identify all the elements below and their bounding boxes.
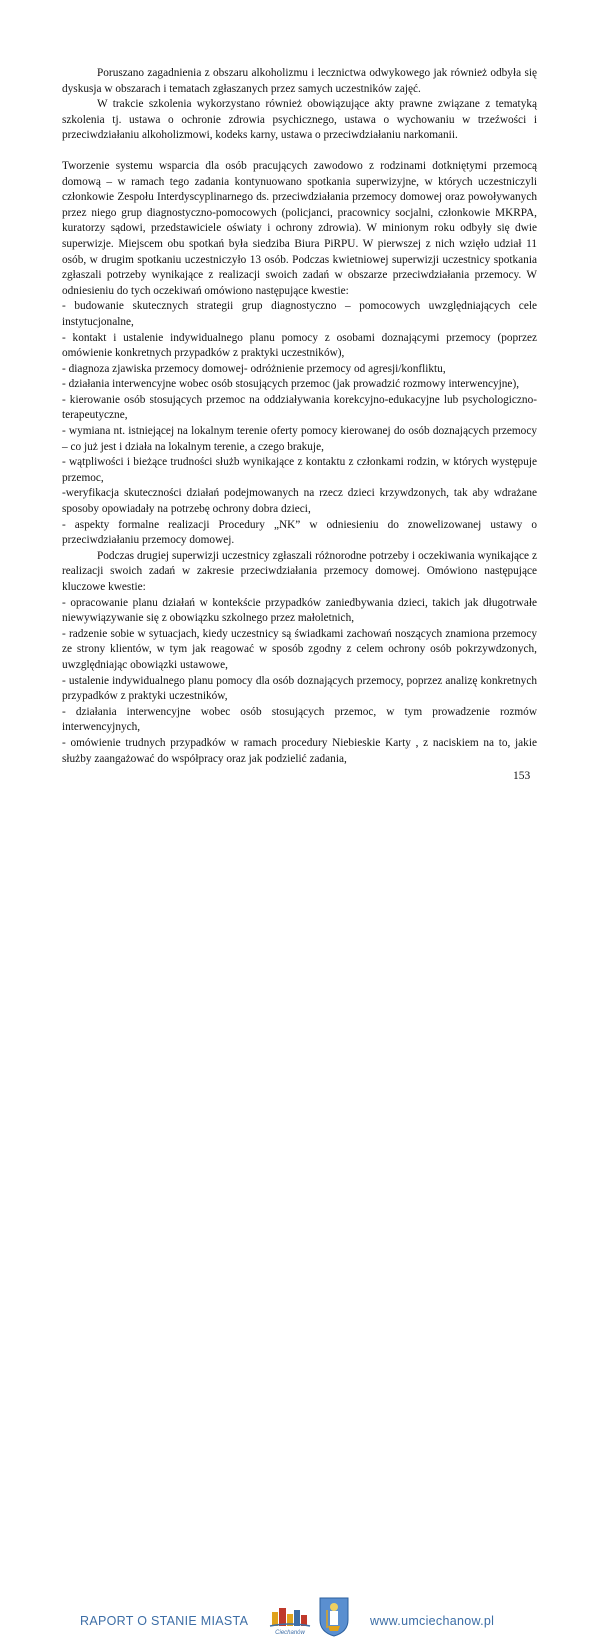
report-title: RAPORT O STANIE MIASTA [80, 1614, 249, 1628]
list-item: - wątpliwości i bieżące trudności służb wynikające z kontaktu z członkami rodzin, w których występuje przemoc, [62, 456, 537, 484]
paragraph-alcoholism-topics: Poruszano zagadnienia z obszaru alkoholizmu i lecznictwa odwykowego jak również odbyła się dyskusja w obszarach i tematach zgłaszanych przez samych uczestników zajęć. [62, 67, 537, 95]
list-item: - aspekty formalne realizacji Procedury „NK” w odniesieniu do znowelizowanej ustawy o przeciwdziałaniu przemocy domowej. [62, 518, 537, 547]
page-footer [0, 800, 594, 1636]
paragraph-legal-acts: W trakcie szkolenia wykorzystano również obowiązujące akty prawne związane z tematyką szkolenia tj. ustawa o ochronie zdrowia psychicznego, ustawa o wychowaniu w trzeźwości i przeciwdziałaniu alkoholizmowi, kodeks karny, ustawa o przeciwdziałaniu narkomanii. [62, 98, 537, 142]
document-body [62, 66, 537, 767]
list-item: - budowanie skutecznych strategii grup diagnostyczno – pomocowych uwzględniających cele instytucjonalne, [62, 300, 537, 328]
svg-text:Ciechanów: Ciechanów [275, 1630, 305, 1636]
list-item: - opracowanie planu działań w kontekście przypadków zaniedbywania dzieci, takich jak długotrwałe niewywiązywanie się z obowiązku szkolnego przez małoletnich, [62, 596, 537, 625]
paragraph-second-supervision: Podczas drugiej superwizji uczestnicy zgłaszali różnorodne potrzeby i oczekiwania wynikające z realizacji swoich zadań w zakresie przeciwdziałania przemocy domowej. Omówiono następujące kluczowe kwestie: [62, 549, 537, 593]
list-item: - ustalenie indywidualnego planu pomocy dla osób doznających przemocy, poprzez analizę konkretnych przypadków z praktyki uczestników, [62, 674, 537, 703]
list-item: - kontakt i ustalenie indywidualnego planu pomocy z osobami doznającymi przemocy (poprzez omówienie konkretnych przypadków z praktyki uczestników), [62, 331, 537, 360]
coat-of-arms-icon [318, 1596, 350, 1638]
city-logo-icon [268, 1606, 312, 1636]
website-link[interactable]: www.umciechanow.pl [370, 1614, 495, 1628]
list-item: - diagnoza zjawiska przemocy domowej- odróżnienie przemocy od agresji/konfliktu, [62, 362, 446, 375]
list-item: - działania interwencyjne wobec osób stosujących przemoc (jak prowadzić rozmowy interwencyjne), [62, 378, 520, 391]
paragraph-support-system: Tworzenie systemu wsparcia dla osób pracujących zawodowo z rodzinami dotkniętymi przemocą domową – w ramach tego zadania kontynuowano spotkania superwizyjne, w których uczestniczyli członkowie Zespołu Interdyscyplinarnego ds. przeciwdziałania przemocy domowej oraz powoływanych przez niego grup diagnostyczno-pomocowych (policjanci, pracownicy socjalni, członkowie MKRPA, kuratorzy sądowi, przedstawiciele oświaty i ochrony zdrowia). W minionym roku odbyły się dwie superwizje. Miejscem obu spotkań była siedziba Biura PiRPU. W pierwszej z nich wzięło udział 11 osób, w drugim spotkaniu uczestniczyło 13 osób. Podczas kwietniowej superwizji uczestnicy spotkania zgłaszali potrzeby wynikające z realizacji swoich zadań w obszarze przeciwdziałania przemocy. W odniesieniu do tych oczekiwań omówiono następujące kwestie: [62, 159, 537, 297]
list-item: - radzenie sobie w sytuacjach, kiedy uczestnicy są świadkami zachowań noszących znamiona przemocy ze strony klientów, w tym jak reagować w sposób zgodny z celem ochrony osób pokrzywdzonych, uwzględniając obowiązki ustawowe, [62, 627, 537, 671]
list-item: - omówienie trudnych przypadków w ramach procedury Niebieskie Karty , z naciskiem na to, jakie służby zaangażować do współpracy oraz jak podzielić zadania, [62, 736, 537, 765]
list-item: -weryfikacja skuteczności działań podejmowanych na rzecz dzieci krzywdzonych, tak aby wdrażane sposoby opowiadały na potrzebę ochrony dobra dzieci, [62, 487, 537, 516]
page-number: 153 [513, 770, 531, 782]
list-item: - wymiana nt. istniejącej na lokalnym terenie oferty pomocy kierowanej do osób doznających przemocy – co już jest i działa na lokalnym terenie, a czego brakuje, [62, 425, 537, 453]
list-item: - kierowanie osób stosujących przemoc na oddziaływania korekcyjno-edukacyjne lub psychologiczno-terapeutyczne, [62, 393, 537, 422]
list-item: - działania interwencyjne wobec osób stosujących przemoc, w tym prowadzenie rozmów interwencyjnych, [62, 705, 537, 734]
